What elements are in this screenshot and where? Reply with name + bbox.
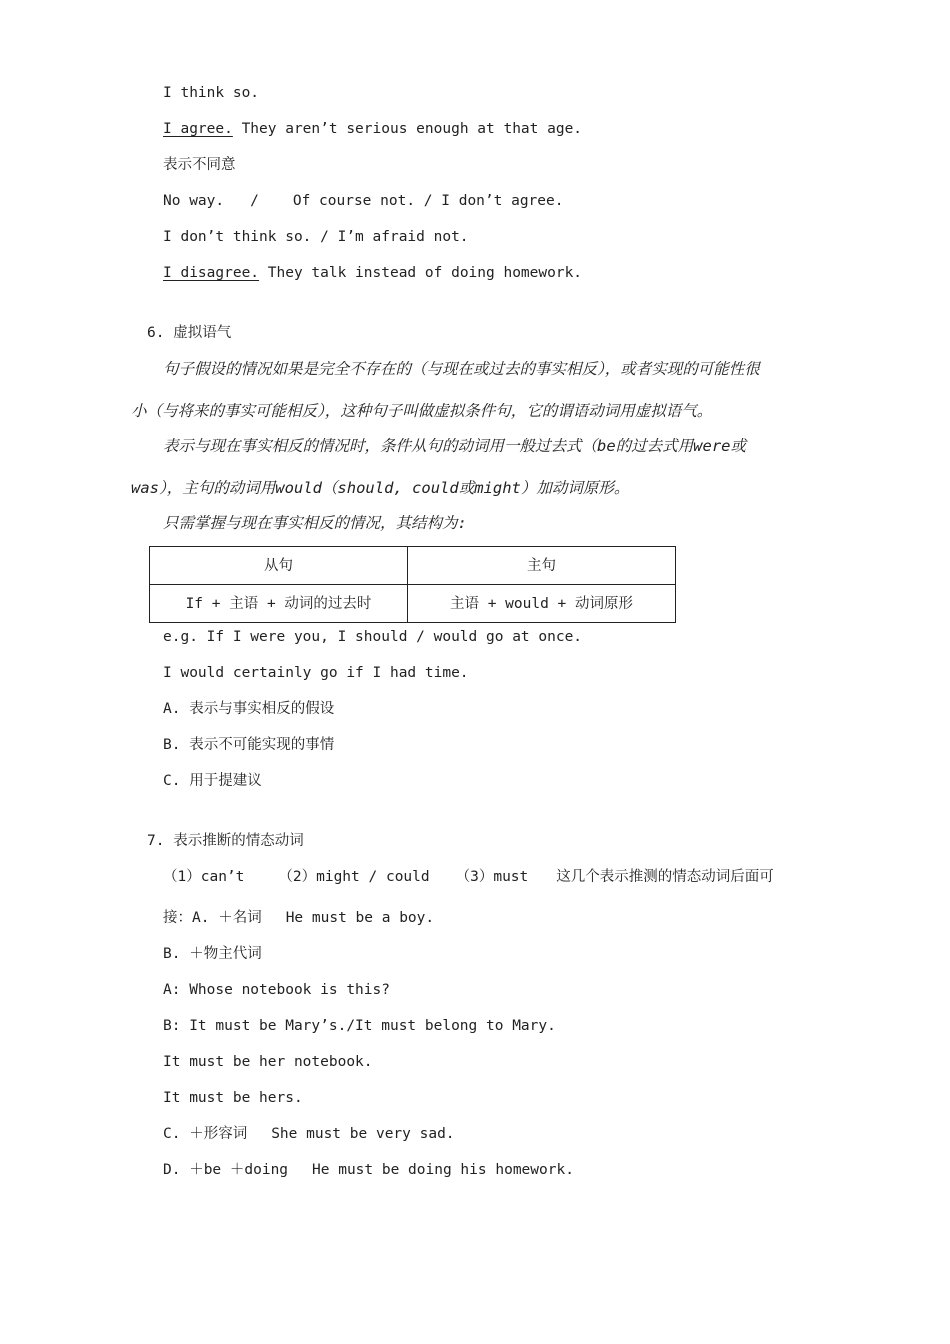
modal-item: （3）must [455, 869, 529, 885]
paragraph-text: 小（与将来的事实可能相反），这种句子叫做虚拟条件句，它的谓语动词用虚拟语气。 [131, 402, 713, 420]
list-item-text: 接：A. ＋名词 [163, 910, 262, 926]
list-item [163, 699, 334, 719]
text-line [163, 83, 259, 103]
list-item-text: A. 表示与事实相反的假设 [163, 701, 335, 717]
example-line [163, 627, 582, 647]
table-header-cell: 从句 [150, 547, 408, 585]
structure-table [149, 546, 676, 623]
paragraph-text: 表示与现在事实相反的情况时，条件从句的动词用一般过去式（be的过去式用were或 [163, 437, 746, 455]
list-item-text: B. ＋物主代词 [163, 946, 262, 962]
paragraph-line [131, 478, 629, 498]
paragraph-text: was），主句的动词用would（should, could或might）加动词原形。 [131, 479, 630, 497]
dialogue-line [163, 1016, 556, 1036]
text-line [163, 908, 434, 928]
example-text: It must be her notebook. [163, 1054, 373, 1070]
text-line [163, 119, 582, 139]
paragraph-line [163, 513, 467, 533]
text-line [163, 227, 469, 247]
table-cell: If + 主语 + 动词的过去时 [150, 585, 408, 623]
example-text: It must be hers. [163, 1090, 303, 1106]
dialogue-text: B: It must be Mary’s./It must belong to Mary. [163, 1018, 556, 1034]
table-header-cell: 主句 [408, 547, 676, 585]
section-heading [147, 831, 304, 851]
subheading [163, 155, 236, 175]
table-cell: 主语 + would + 动词原形 [408, 585, 676, 623]
list-item [163, 944, 262, 964]
dialogue-line [163, 980, 390, 1000]
phrase: Of course not. / I don’t agree. [292, 193, 564, 209]
text-fragment: 这几个表示推测的情态动词后面可 [556, 869, 774, 885]
paragraph-line [163, 436, 746, 456]
sentence: They aren’t serious enough at that age. [232, 121, 583, 137]
example-line [163, 1088, 303, 1108]
subheading-text: 表示不同意 [163, 157, 236, 173]
section-heading-text: 6. 虚拟语气 [147, 325, 232, 341]
list-item-text: C. 用于提建议 [163, 773, 262, 789]
sentence: I think so. [163, 85, 260, 101]
dialogue-text: A: Whose notebook is this? [163, 982, 390, 998]
example-line [163, 1052, 373, 1072]
list-item [163, 735, 334, 755]
paragraph-text: 只需掌握与现在事实相反的情况，其结构为: [163, 514, 467, 532]
modal-item: （1）can’t [163, 869, 245, 885]
text-line [163, 867, 774, 887]
underlined-phrase: I agree. [163, 121, 233, 137]
phrase: No way. [163, 193, 225, 209]
list-item-text: D. ＋be ＋doing [163, 1162, 289, 1178]
modal-item: （2）might / could [278, 869, 430, 885]
text-line [163, 191, 563, 211]
list-item [163, 1160, 574, 1180]
list-item-text: C. ＋形容词 [163, 1126, 248, 1142]
paragraph-line [131, 401, 712, 421]
list-item-text: B. 表示不可能实现的事情 [163, 737, 335, 753]
example-text: e.g. If I were you, I should / would go at once. [163, 629, 583, 645]
example-text: He must be doing his homework. [312, 1162, 574, 1178]
list-item [163, 1124, 455, 1144]
text-line [163, 263, 582, 283]
table-row [150, 585, 676, 623]
example-line [163, 663, 469, 683]
underlined-phrase: I disagree. [163, 265, 260, 281]
separator: / [250, 193, 259, 209]
sentence: They talk instead of doing homework. [259, 265, 583, 281]
section-heading-text: 7. 表示推断的情态动词 [147, 833, 304, 849]
table-header-row [150, 547, 676, 585]
paragraph-line [163, 359, 760, 379]
example-text: He must be a boy. [285, 910, 435, 926]
example-text: She must be very sad. [271, 1126, 455, 1142]
paragraph-text: 句子假设的情况如果是完全不存在的（与现在或过去的事实相反），或者实现的可能性很 [163, 360, 760, 378]
section-heading [147, 323, 231, 343]
example-text: I would certainly go if I had time. [163, 665, 469, 681]
phrase: I don’t think so. / I’m afraid not. [163, 229, 469, 245]
list-item [163, 771, 262, 791]
